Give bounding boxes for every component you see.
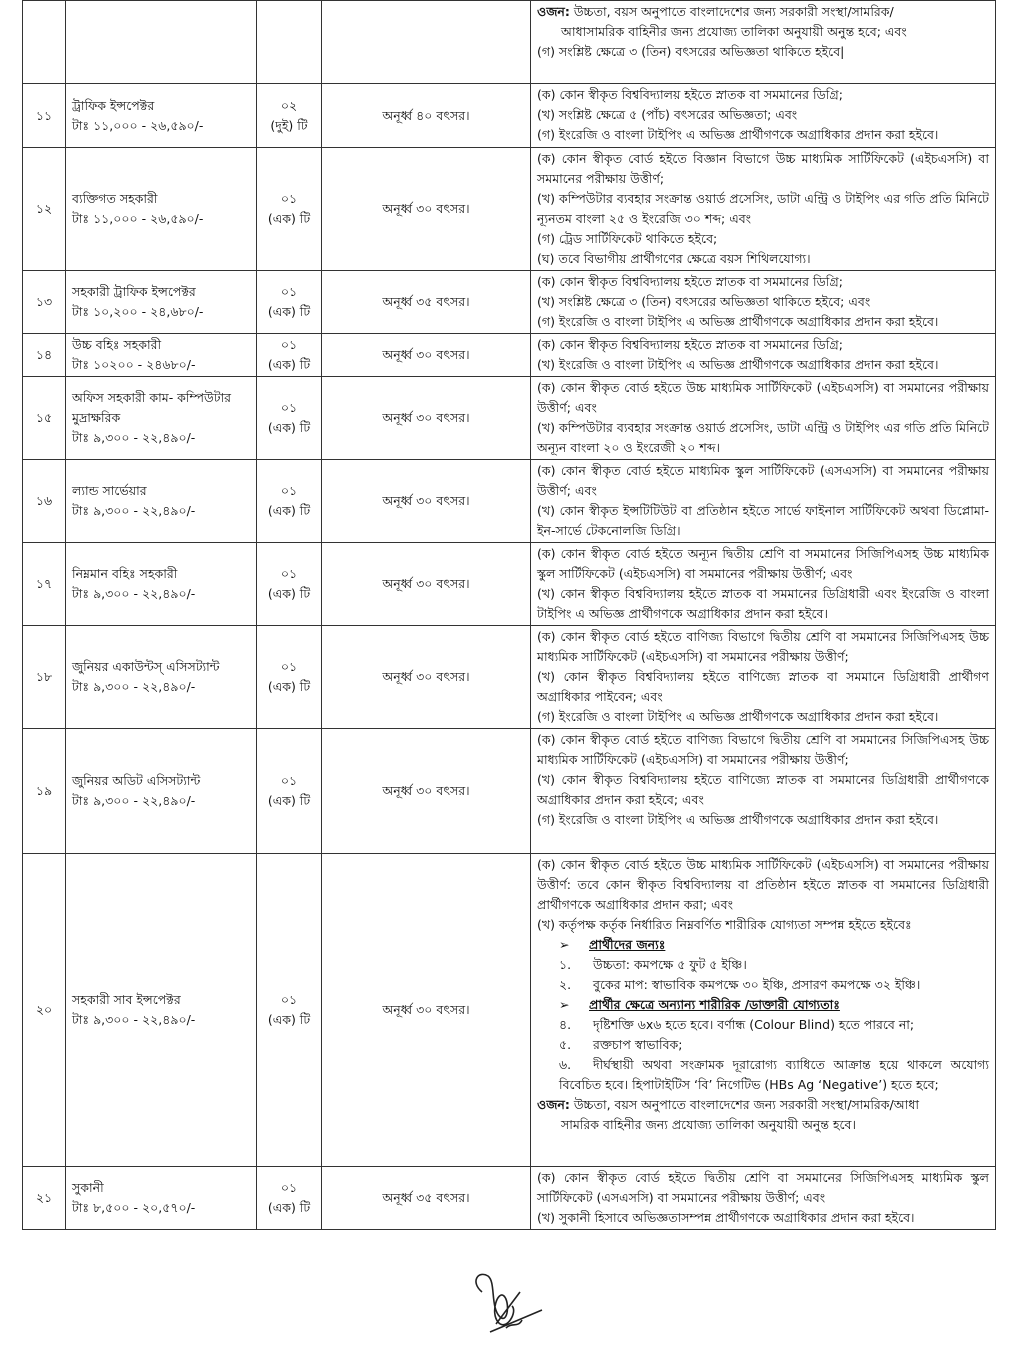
qualification-line: ➢ প্রার্থীদের জন্যঃ xyxy=(537,935,989,955)
table-row xyxy=(23,84,996,148)
post-cell xyxy=(66,377,257,460)
qualifications-cell xyxy=(531,334,996,377)
vacancy-count-words: (এক) টি xyxy=(267,586,311,601)
table-row xyxy=(23,377,996,460)
pay-scale: টাঃ ১০২০০ - ২৪৬৮০/- xyxy=(72,357,196,372)
item-text: উচ্চতা: কমপক্ষে ৫ ফুট ৫ ইঞ্চি। xyxy=(593,957,747,972)
age-limit: অনূর্ধ্ব ৩০ বৎসর। xyxy=(322,729,531,854)
qualification-line: (ক) কোন স্বীকৃত বিশ্ববিদ্যালয় হইতে স্নাতক বা সমমানের ডিগ্রি; xyxy=(537,274,843,289)
post-name: সুকানী xyxy=(72,1180,104,1195)
post-cell xyxy=(66,543,257,626)
qualification-line: ➢ প্রার্থীর ক্ষেত্রে অন্যান্য শারীরিক /ডাক্তারী যোগ্যতাঃ xyxy=(537,995,989,1015)
qualification-line: (ক) কোন স্বীকৃত বোর্ড হইতে বাণিজ্য বিভাগে দ্বিতীয় শ্রেণি বা সমমানের সিজিপিএসহ উচ্চ মাধ্যমিক সার্টিফিকেট (এইচএসসি) বা সমমানের পরীক্ষায় উত্তীর্ণ; xyxy=(537,629,989,664)
post-name: জুনিয়র একাউন্টস্ এসিসট্যান্ট xyxy=(72,659,220,674)
serial-number: ১১ xyxy=(23,84,66,148)
post-cell xyxy=(66,334,257,377)
qualification-line: (খ) সংশ্লিষ্ট ক্ষেত্রে ৫ (পাঁচ) বৎসরের অভিজ্ঞতা; এবং xyxy=(537,107,798,122)
pay-scale: টাঃ ৯,৩০০ - ২২,৪৯০/- xyxy=(72,793,196,808)
post-name: উচ্চ বহিঃ সহকারী xyxy=(72,337,162,352)
table-row xyxy=(23,729,996,854)
table-row xyxy=(23,854,996,1167)
qualification-line: (গ) ইংরেজি ও বাংলা টাইপিং এ অভিজ্ঞ প্রার্থীগণকে অগ্রাধিকার প্রদান করা হইবে। xyxy=(537,812,939,827)
item-number: ৫. xyxy=(559,1037,572,1052)
serial-number: ২১ xyxy=(23,1167,66,1230)
serial-number xyxy=(23,1,66,84)
post-name: অফিস সহকারী কাম- কম্পিউটার মুদ্রাক্ষরিক xyxy=(72,390,232,425)
post-cell xyxy=(66,626,257,729)
job-requirements-table xyxy=(22,0,996,1230)
serial-number: ১৫ xyxy=(23,377,66,460)
table-row xyxy=(23,148,996,271)
qualification-line: (খ) কোন স্বীকৃত বিশ্ববিদ্যালয় হইতে স্নাতক বা সমমানের ডিগ্রিধারী এবং ইংরেজি ও বাংলা টাইপিং এ অভিজ্ঞ প্রার্থীগণকে অগ্রাধিকার প্রদান করা হইবে। xyxy=(537,586,989,621)
qualifications-cell xyxy=(531,729,996,854)
qualification-line: (ক) কোন স্বীকৃত বিশ্ববিদ্যালয় হইতে স্নাতক বা সমমানের ডিগ্রি; xyxy=(537,337,843,352)
table-row xyxy=(23,334,996,377)
qualification-line: (খ) কোন স্বীকৃত বিশ্ববিদ্যালয় হইতে বাণিজ্যে স্নাতক বা সমমানে ডিগ্রিধারী প্রার্থীগণ অগ্রাধিকার পাইবেন; এবং xyxy=(537,669,989,704)
qualification-line xyxy=(537,1035,989,1055)
vacancy-count-words: (দুই) টি xyxy=(270,117,308,133)
qualification-line: আধাসামরিক বাহিনীর জন্য প্রযোজ্য তালিকা অনুযায়ী অনুন্ত হবে; এবং xyxy=(561,24,907,39)
post-cell xyxy=(66,460,257,543)
qualification-line: (গ) ইংরেজি ও বাংলা টাইপিং এ অভিজ্ঞ প্রার্থীগণকে অগ্রাধিকার প্রদান করা হইবে। xyxy=(537,709,939,724)
vacancy-cell xyxy=(257,1167,322,1230)
serial-number: ১২ xyxy=(23,148,66,271)
table-row xyxy=(23,1167,996,1230)
qualification-line: (ক) কোন স্বীকৃত বোর্ড হইতে উচ্চ মাধ্যমিক সার্টিফিকেট (এইচএসসি) বা সমমানের পরীক্ষায় উত্তীর্ণ; এবং xyxy=(537,380,989,415)
serial-number: ১৬ xyxy=(23,460,66,543)
qualifications-cell xyxy=(531,626,996,729)
serial-number: ১৩ xyxy=(23,271,66,334)
vacancy-count: ০১ xyxy=(280,1180,298,1195)
vacancy-count: ০১ xyxy=(280,337,298,352)
item-text: দৃষ্টিশক্তি ৬x৬ হতে হবে। বর্ণান্ধ (Colour Blind) হতে পারবে না; xyxy=(593,1017,915,1032)
vacancy-count-words: (এক) টি xyxy=(267,357,311,372)
age-limit xyxy=(322,1,531,84)
age-limit: অনূর্ধ্ব ৩৫ বৎসর। xyxy=(322,1167,531,1230)
qualification-line xyxy=(537,2,989,22)
pay-scale: টাঃ ১১,০০০ - ২৬,৫৯০/- xyxy=(72,211,204,226)
table-row xyxy=(23,271,996,334)
pay-scale: টাঃ ১১,০০০ - ২৬,৫৯০/- xyxy=(72,117,204,133)
qualification-line xyxy=(537,1055,989,1095)
qualifications-cell xyxy=(531,377,996,460)
item-text: রক্তচাপ স্বাভাবিক; xyxy=(593,1037,683,1052)
item-number: ৬. xyxy=(559,1057,572,1072)
qualification-line: (খ) কোন স্বীকৃত ইন্সটিটিউট বা প্রতিষ্ঠান হইতে সার্ভে ফাইনাল সার্টিফিকেট অথবা ডিপ্লোমা-ইন-সার্ভে টেকনোলজি ডিগ্রি। xyxy=(537,503,989,538)
item-text: বুকের মাপ: স্বাভাবিক কমপক্ষে ৩০ ইঞ্চি, প্রসারণ কমপক্ষে ৩২ ইঞ্চি। xyxy=(593,977,921,992)
vacancy-count: ০২ xyxy=(280,97,298,113)
pay-scale: টাঃ ৯,৩০০ - ২২,৪৯০/- xyxy=(72,586,196,601)
post-cell xyxy=(66,271,257,334)
item-number: ২. xyxy=(559,977,572,992)
item-number: ৪. xyxy=(559,1017,572,1032)
qualification-line: (খ) কম্পিউটার ব্যবহার সংক্রান্ত ওয়ার্ড প্রসেসিং, ডাটা এন্ট্রি ও টাইপিং এর গতি প্রতি মিনিটে অন্যূন বাংলা ২০ ও ইংরেজী ২০ শব্দ। xyxy=(537,420,989,455)
qualification-line: (খ) কম্পিউটার ব্যবহার সংক্রান্ত ওয়ার্ড প্রসেসিং, ডাটা এন্ট্রি ও টাইপিং এর গতি প্রতি মিনিটে ন্যূনতম বাংলা ২৫ ও ইংরেজি ৩০ শব্দ; এবং xyxy=(537,191,989,226)
pay-scale: টাঃ ৯,৩০০ - ২২,৪৯০/- xyxy=(72,679,196,694)
qualifications-cell xyxy=(531,271,996,334)
age-limit: অনূর্ধ্ব ৩০ বৎসর। xyxy=(322,148,531,271)
serial-number: ১৮ xyxy=(23,626,66,729)
qualification-line: সামরিক বাহিনীর জন্য প্রযোজ্য তালিকা অনুযায়ী অনুন্ত হবে। xyxy=(561,1117,856,1132)
qualifications-cell xyxy=(531,543,996,626)
qualifications-cell xyxy=(531,1,996,84)
vacancy-count: ০১ xyxy=(280,191,298,206)
vacancy-cell xyxy=(257,543,322,626)
qualification-line xyxy=(537,1015,989,1035)
vacancy-count-words: (এক) টি xyxy=(267,1012,311,1027)
vacancy-count: ০১ xyxy=(280,483,298,498)
vacancy-count: ০১ xyxy=(280,992,298,1007)
vacancy-cell xyxy=(257,271,322,334)
qualification-line: (ক) কোন স্বীকৃত বিশ্ববিদ্যালয় হইতে স্নাতক বা সমমানের ডিগ্রি; xyxy=(537,87,843,102)
qualifications-cell xyxy=(531,854,996,1167)
vacancy-count-words: (এক) টি xyxy=(267,793,311,808)
qualification-line: (ক) কোন স্বীকৃত বোর্ড হইতে উচ্চ মাধ্যমিক সার্টিফিকেট (এইচএসসি) বা সমমানের পরীক্ষায় উত্তীর্ণ: তবে কোন স্বীকৃত বিশ্ববিদ্যালয় বা প্রতিষ্ঠান হইতে স্নাতক বা সমমানের ডিগ্রিধারী প্রার্থীগণকে অগ্রাধিকার প্রদান করা; এবং xyxy=(537,857,989,912)
signature xyxy=(460,1262,550,1342)
qualification-line: (খ) সংশ্লিষ্ট ক্ষেত্রে ৩ (তিন) বৎসরের অভিজ্ঞতা থাকিতে হইবে; এবং xyxy=(537,294,871,309)
vacancy-cell xyxy=(257,148,322,271)
post-name: সহকারী সাব ইন্সপেক্টর xyxy=(72,992,181,1007)
serial-number: ২০ xyxy=(23,854,66,1167)
qualification-line: (খ) কর্তৃপক্ষ কর্তৃক নির্ধারিত নিম্নবর্ণিত শারীরিক যোগ্যতা সম্পন্ন হইতে হইবেঃ xyxy=(537,917,912,932)
qualification-line: (ক) কোন স্বীকৃত বোর্ড হইতে মাধ্যমিক স্কুল সার্টিফিকেট (এসএসসি) বা সমমানের পরীক্ষায় উত্তীর্ণ; এবং xyxy=(537,463,989,498)
qualification-line: (ক) কোন স্বীকৃত বোর্ড হইতে দ্বিতীয় শ্রেণি বা সমমানের সিজিপিএসহ মাধ্যমিক স্কুল সার্টিফিকেট (এসএসসি) বা সমমানের পরীক্ষায় উত্তীর্ণ; এবং xyxy=(537,1170,989,1205)
note-label: ওজন: xyxy=(537,4,570,19)
vacancy-count: ০১ xyxy=(280,566,298,581)
qualification-line xyxy=(537,1095,989,1115)
vacancy-count-words: (এক) টি xyxy=(267,503,311,518)
table-body xyxy=(23,1,996,1230)
qualification-line: (ঘ) তবে বিভাগীয় প্রার্থীগণের ক্ষেত্রে বয়স শিথিলযোগ্য। xyxy=(537,251,811,266)
note-text: উচ্চতা, বয়স অনুপাতে বাংলাদেশের জন্য সরকারী সংস্থা/সামরিক/আধা xyxy=(569,1097,919,1112)
age-limit: অনূর্ধ্ব ৩০ বৎসর। xyxy=(322,334,531,377)
vacancy-cell xyxy=(257,84,322,148)
qualification-line: (গ) ট্রেড সার্টিফিকেট থাকিতে হইবে; xyxy=(537,231,718,246)
serial-number: ১৪ xyxy=(23,334,66,377)
vacancy-cell xyxy=(257,460,322,543)
qualification-line xyxy=(537,975,989,995)
vacancy-count: ০১ xyxy=(280,773,298,788)
item-number: ১. xyxy=(559,957,572,972)
vacancy-cell xyxy=(257,334,322,377)
qualification-line: (ক) কোন স্বীকৃত বোর্ড হইতে বিজ্ঞান বিভাগে উচ্চ মাধ্যমিক সার্টিফিকেট (এইচএসসি) বা সমমানের পরীক্ষায় উত্তীর্ণ; xyxy=(537,151,989,186)
qualification-line: (গ) ইংরেজি ও বাংলা টাইপিং এ অভিজ্ঞ প্রার্থীগণকে অগ্রাধিকার প্রদান করা হইবে। xyxy=(537,127,939,142)
post-name: নিম্নমান বহিঃ সহকারী xyxy=(72,566,178,581)
post-cell xyxy=(66,854,257,1167)
vacancy-cell xyxy=(257,377,322,460)
age-limit: অনূর্ধ্ব ৩০ বৎসর। xyxy=(322,460,531,543)
table-row xyxy=(23,460,996,543)
table-row xyxy=(23,543,996,626)
qualification-line: (খ) সুকানী হিসাবে অভিজ্ঞতাসম্পন্ন প্রার্থীগণকে অগ্রাধিকার প্রদান করা হইবে। xyxy=(537,1210,915,1225)
table-row xyxy=(23,1,996,84)
note-text: উচ্চতা, বয়স অনুপাতে বাংলাদেশের জন্য সরকারী সংস্থা/সামরিক/ xyxy=(569,4,894,19)
qualifications-cell xyxy=(531,148,996,271)
post-cell xyxy=(66,1167,257,1230)
age-limit: অনূর্ধ্ব ৪০ বৎসর। xyxy=(322,84,531,148)
serial-number: ১৭ xyxy=(23,543,66,626)
vacancy-count: ০১ xyxy=(280,659,298,674)
qualifications-cell xyxy=(531,84,996,148)
post-cell xyxy=(66,148,257,271)
post-cell xyxy=(66,84,257,148)
age-limit: অনূর্ধ্ব ৩০ বৎসর। xyxy=(322,377,531,460)
vacancy-count-words: (এক) টি xyxy=(267,211,311,226)
table-row xyxy=(23,626,996,729)
pay-scale: টাঃ ৯,৩০০ - ২২,৪৯০/- xyxy=(72,503,196,518)
vacancy-count: ০১ xyxy=(280,284,298,299)
qualification-line: (গ) ইংরেজি ও বাংলা টাইপিং এ অভিজ্ঞ প্রার্থীগণকে অগ্রাধিকার প্রদান করা হইবে। xyxy=(537,314,939,329)
qualification-line: (ক) কোন স্বীকৃত বোর্ড হইতে অন্যূন দ্বিতীয় শ্রেণি বা সমমানের সিজিপিএসহ উচ্চ মাধ্যমিক স্কুল সার্টিফিকেট (এইচএসসি) বা সমমানের পরীক্ষায় উত্তীর্ণ; এবং xyxy=(537,546,989,581)
pay-scale: টাঃ ৯,৩০০ - ২২,৪৯০/- xyxy=(72,430,196,445)
vacancy-count-words: (এক) টি xyxy=(267,679,311,694)
vacancy-cell xyxy=(257,1,322,84)
post-name: সহকারী ট্রাফিক ইন্সপেক্টর xyxy=(72,284,196,299)
qualifications-cell xyxy=(531,460,996,543)
vacancy-count-words: (এক) টি xyxy=(267,1200,311,1215)
post-name: ব্যক্তিগত সহকারী xyxy=(72,191,158,206)
qualification-line xyxy=(537,955,989,975)
post-name: ট্রাফিক ইন্সপেক্টর xyxy=(72,97,155,113)
post-cell xyxy=(66,729,257,854)
qualification-line: (ক) কোন স্বীকৃত বোর্ড হইতে বাণিজ্য বিভাগে দ্বিতীয় শ্রেণি বা সমমানের সিজিপিএসহ উচ্চ মাধ্যমিক সার্টিফিকেট (এইচএসসি) বা সমমানের পরীক্ষায় উত্তীর্ণ; xyxy=(537,732,989,767)
qualification-line: (খ) ইংরেজি ও বাংলা টাইপিং এ অভিজ্ঞ প্রার্থীগণকে অগ্রাধিকার প্রদান করা হইবে। xyxy=(537,357,939,372)
post-name: ল্যান্ড সার্ভেয়ার xyxy=(72,483,147,498)
pay-scale: টাঃ ৯,৩০০ - ২২,৪৯০/- xyxy=(72,1012,196,1027)
vacancy-count-words: (এক) টি xyxy=(267,304,311,319)
note-label: ওজন: xyxy=(537,1097,570,1112)
age-limit: অনূর্ধ্ব ৩৫ বৎসর। xyxy=(322,271,531,334)
vacancy-cell xyxy=(257,729,322,854)
qualification-line: (গ) সংশ্লিষ্ট ক্ষেত্রে ৩ (তিন) বৎসরের অভিজ্ঞতা থাকিতে হইবে| xyxy=(537,44,845,59)
vacancy-cell xyxy=(257,626,322,729)
post-name: জুনিয়র অডিট এসিসট্যান্ট xyxy=(72,773,201,788)
item-text: দীর্ঘস্থায়ী অথবা সংক্রামক দূরারোগ্য ব্যাধিতে আক্রান্ত হয়ে থাকলে অযোগ্য বিবেচিত হবে। হিপাটাইটিস ‘বি’ নিগেটিভ (HBs Ag ‘Negative’) হতে হবে; xyxy=(559,1057,989,1092)
vacancy-count: ০১ xyxy=(280,400,298,415)
vacancy-cell xyxy=(257,854,322,1167)
age-limit: অনূর্ধ্ব ৩০ বৎসর। xyxy=(322,626,531,729)
qualifications-cell xyxy=(531,1167,996,1230)
pay-scale: টাঃ ১০,২০০ - ২৪,৬৮০/- xyxy=(72,304,204,319)
post-cell xyxy=(66,1,257,84)
serial-number: ১৯ xyxy=(23,729,66,854)
pay-scale: টাঃ ৮,৫০০ - ২০,৫৭০/- xyxy=(72,1200,196,1215)
qualification-line: (খ) কোন স্বীকৃত বিশ্ববিদ্যালয় হইতে বাণিজ্যে স্নাতক বা সমমানের ডিগ্রিধারী প্রার্থীগণকে অগ্রাধিকার প্রদান করা হইবে; এবং xyxy=(537,772,989,807)
age-limit: অনূর্ধ্ব ৩০ বৎসর। xyxy=(322,543,531,626)
vacancy-count-words: (এক) টি xyxy=(267,420,311,435)
age-limit: অনূর্ধ্ব ৩০ বৎসর। xyxy=(322,854,531,1167)
